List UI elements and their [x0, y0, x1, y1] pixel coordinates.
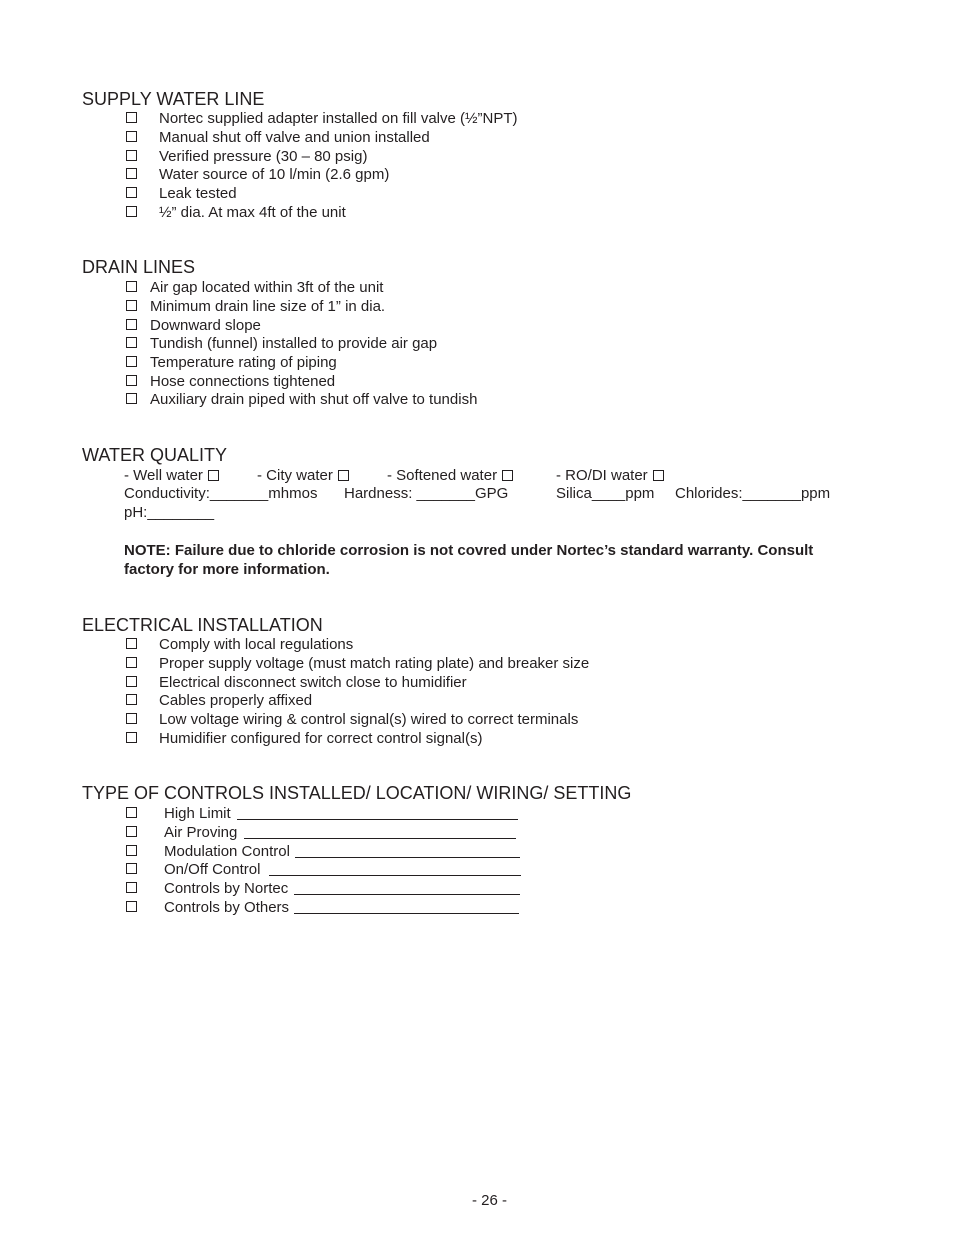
control-entry-line[interactable]	[295, 844, 520, 858]
checklist-item-label: ½” dia. At max 4ft of the unit	[159, 204, 346, 221]
checklist-item-label: Hose connections tightened	[150, 373, 336, 390]
checkbox[interactable]	[126, 337, 137, 348]
water-option-well[interactable]: - Well water	[124, 467, 219, 484]
hardness-field[interactable]: Hardness: _______GPG	[344, 485, 509, 502]
chlorides-blank[interactable]: _______	[742, 485, 801, 502]
checkbox[interactable]	[126, 375, 137, 386]
electrical-installation-heading: ELECTRICAL INSTALLATION	[82, 615, 323, 635]
control-entry-line[interactable]	[244, 825, 516, 839]
conductivity-field[interactable]: Conductivity:_______mhmos	[124, 485, 318, 502]
checklist-item-label: Downward slope	[150, 317, 261, 334]
warranty-note	[124, 541, 813, 579]
checklist-item-label: Tundish (funnel) installed to provide air gap	[150, 335, 438, 352]
page-number: - 26 -	[472, 1192, 508, 1209]
hardness-blank[interactable]: _______	[416, 485, 475, 502]
checkbox[interactable]	[126, 638, 137, 649]
checkbox[interactable]	[126, 206, 137, 217]
checkbox[interactable]	[126, 694, 137, 705]
ph-field[interactable]: pH:________	[124, 504, 215, 521]
water-option-ro-di[interactable]: - RO/DI water	[556, 467, 664, 484]
checklist-item-label: Minimum drain line size of 1” in dia.	[150, 298, 386, 315]
checklist-item-label: Low voltage wiring & control signal(s) wired to correct terminals	[159, 711, 579, 728]
warranty-note-line: factory for more information.	[124, 561, 330, 578]
checkbox[interactable]	[126, 150, 137, 161]
checkbox[interactable]	[126, 807, 137, 818]
checkbox[interactable]	[126, 168, 137, 179]
checklist-item-label: Controls by Nortec	[164, 880, 289, 897]
water-option-softened[interactable]: - Softened water	[387, 467, 513, 484]
warranty-note-line: NOTE: Failure due to chloride corrosion is not covred under Nortec’s standard warranty. Consult	[124, 542, 814, 559]
checklist-item-label: Proper supply voltage (must match rating plate) and breaker size	[159, 655, 590, 672]
checkbox[interactable]	[126, 300, 137, 311]
checklist-item-label: Water source of 10 l/min (2.6 gpm)	[159, 166, 390, 183]
checkbox[interactable]	[126, 131, 137, 142]
checklist-item-label: Auxiliary drain piped with shut off valve to tundish	[150, 391, 478, 408]
checklist-item-label: Humidifier configured for correct control signal(s)	[159, 730, 483, 747]
silica-field[interactable]: Silica____ppm	[556, 485, 655, 502]
checkbox[interactable]	[653, 470, 664, 481]
checkbox[interactable]	[126, 393, 137, 404]
water-quality-heading: WATER QUALITY	[82, 445, 228, 465]
checklist-item-label: Electrical disconnect switch close to humidifier	[159, 674, 467, 691]
checkbox[interactable]	[126, 826, 137, 837]
checkbox[interactable]	[126, 657, 137, 668]
control-entry-line[interactable]	[294, 881, 520, 895]
checklist-item-label: Comply with local regulations	[159, 636, 354, 653]
checkbox[interactable]	[126, 112, 137, 123]
checkbox[interactable]	[126, 281, 137, 292]
checklist-item-label: Leak tested	[159, 185, 237, 202]
checklist-item-label: Verified pressure (30 – 80 psig)	[159, 148, 368, 165]
checklist-item-label: Temperature rating of piping	[150, 354, 337, 371]
water-option-city[interactable]: - City water	[257, 467, 349, 484]
control-entry-line[interactable]	[294, 900, 519, 914]
checklist-item-label: Air Proving	[164, 824, 238, 841]
controls-heading: TYPE OF CONTROLS INSTALLED/ LOCATION/ WIRING/ SETTING	[82, 783, 632, 803]
checklist-item-label: Controls by Others	[164, 899, 290, 916]
supply-water-line-heading: SUPPLY WATER LINE	[82, 89, 265, 109]
control-entry-line[interactable]	[237, 806, 518, 820]
checklist-item-label: High Limit	[164, 805, 231, 822]
control-entry-line[interactable]	[269, 862, 521, 876]
ph-blank[interactable]: ________	[147, 504, 215, 521]
silica-blank[interactable]: ____	[591, 485, 626, 502]
checkbox[interactable]	[338, 470, 349, 481]
checkbox[interactable]	[208, 470, 219, 481]
checkbox[interactable]	[126, 732, 137, 743]
checklist-item-label: Air gap located within 3ft of the unit	[150, 279, 384, 296]
checkbox[interactable]	[126, 882, 137, 893]
checkbox[interactable]	[126, 356, 137, 367]
checklist-item-label: On/Off Control	[164, 861, 261, 878]
checkbox[interactable]	[126, 319, 137, 330]
checkbox[interactable]	[126, 901, 137, 912]
checklist-item-label: Modulation Control	[164, 843, 290, 860]
checklist-item-label: Cables properly affixed	[159, 692, 313, 709]
checkbox[interactable]	[502, 470, 513, 481]
chlorides-field[interactable]: Chlorides:_______ppm	[675, 485, 831, 502]
checkbox[interactable]	[126, 863, 137, 874]
drain-lines-heading: DRAIN LINES	[82, 257, 196, 277]
checkbox[interactable]	[126, 713, 137, 724]
checklist-item-label: Manual shut off valve and union installed	[159, 129, 430, 146]
checkbox[interactable]	[126, 845, 137, 856]
conductivity-blank[interactable]: _______	[209, 485, 269, 502]
checkbox[interactable]	[126, 187, 137, 198]
checklist-item-label: Nortec supplied adapter installed on fill valve (½”NPT)	[159, 110, 518, 127]
checkbox[interactable]	[126, 676, 137, 687]
